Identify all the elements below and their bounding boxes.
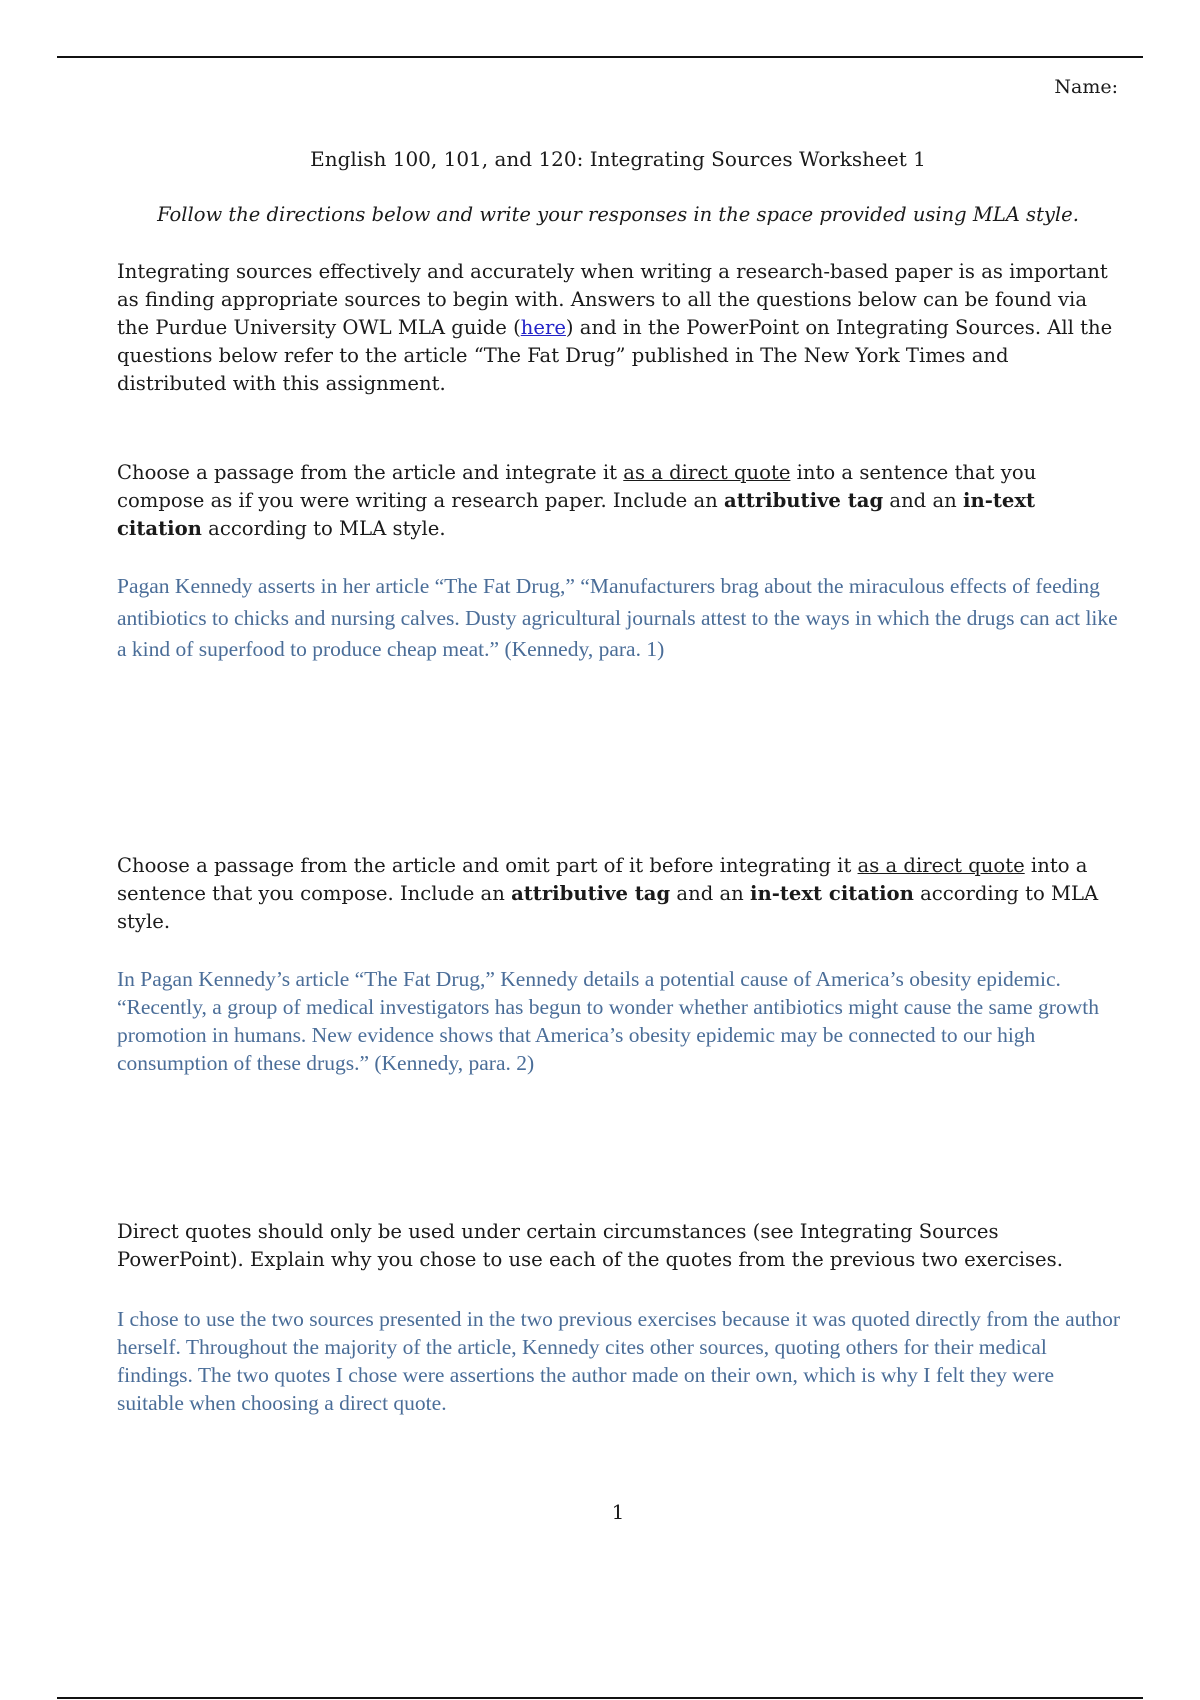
q2-text: according to MLA style. [117,882,1099,933]
name-label: Name: [1054,76,1118,98]
header-rule [57,56,1143,58]
q2-bold-attributive-tag: attributive tag [511,882,671,905]
intro-text-2: ) and in the PowerPoint on Integrating Sources. All the questions below refer to the article “The Fat Drug” published in The New York Times and distributed with this assignment. [117,316,1113,395]
q1-underlined: as a direct quote [623,461,791,484]
q1-bold-in-text-citation: in-text citation [117,489,1036,540]
page-number: 1 [611,1500,625,1524]
intro-text-1: Integrating sources effectively and accurately when writing a research-based paper is as important as finding appropriate sources to begin with. Answers to all the questions below can be found via the Purdue University OWL MLA guide ( [117,260,1108,339]
q1-bold-attributive-tag: attributive tag [724,489,884,512]
q1-text: and an [883,489,963,512]
q2-text: and an [670,882,751,905]
question-2-prompt [117,852,1117,936]
intro-paragraph [117,258,1117,398]
worksheet-title: English 100, 101, and 120: Integrating Sources Worksheet 1 [310,147,926,171]
question-3-prompt: Direct quotes should only be used under certain circumstances (see Integrating Sources PowerPoint). Explain why you chose to use each of the quotes from the previous two exercises. [117,1220,1063,1271]
q2-text: Choose a passage from the article and omit part of it before integrating it [117,854,858,877]
footer-rule [57,1697,1143,1699]
q1-text: according to MLA style. [201,517,446,540]
q2-underlined: as a direct quote [857,854,1025,877]
question-1-prompt [117,459,1117,543]
purdue-owl-link[interactable]: here [520,316,566,339]
q1-text: Choose a passage from the article and integrate it [117,461,624,484]
question-1-answer: Pagan Kennedy asserts in her article “The Fat Drug,” “Manufacturers brag about the miraculous effects of feeding antibiotics to chicks and nursing calves. Dusty agricultural journals attest to the ways in which the drugs can act like a kind of superfood to produce cheap meat.” (Kennedy, para. 1) [117,574,1118,661]
question-3-answer: I chose to use the two sources presented in the two previous exercises because it was quoted directly from the author herself. Throughout the majority of the article, Kennedy cites other sources, quoting others for their medical findings. The two quotes I chose were assertions the author made on their own, which is why I felt they were suitable when choosing a direct quote. [117,1307,1121,1415]
worksheet-instructions: Follow the directions below and write your responses in the space provided using MLA style. [157,203,1079,226]
q1-text: into a sentence that you compose as if you were writing a research paper. Include an [117,461,1037,512]
question-2-answer: In Pagan Kennedy’s article “The Fat Drug,” Kennedy details a potential cause of America’s obesity epidemic. “Recently, a group of medical investigators has begun to wonder whether antibiotics might cause the same growth promotion in humans. New evidence shows that America’s obesity epidemic may be connected to our high consumption of these drugs.” (Kennedy, para. 2) [117,967,1099,1075]
q2-text: into a sentence that you compose. Include an [117,854,1088,905]
q2-bold-in-text-citation: in-text citation [750,882,914,905]
